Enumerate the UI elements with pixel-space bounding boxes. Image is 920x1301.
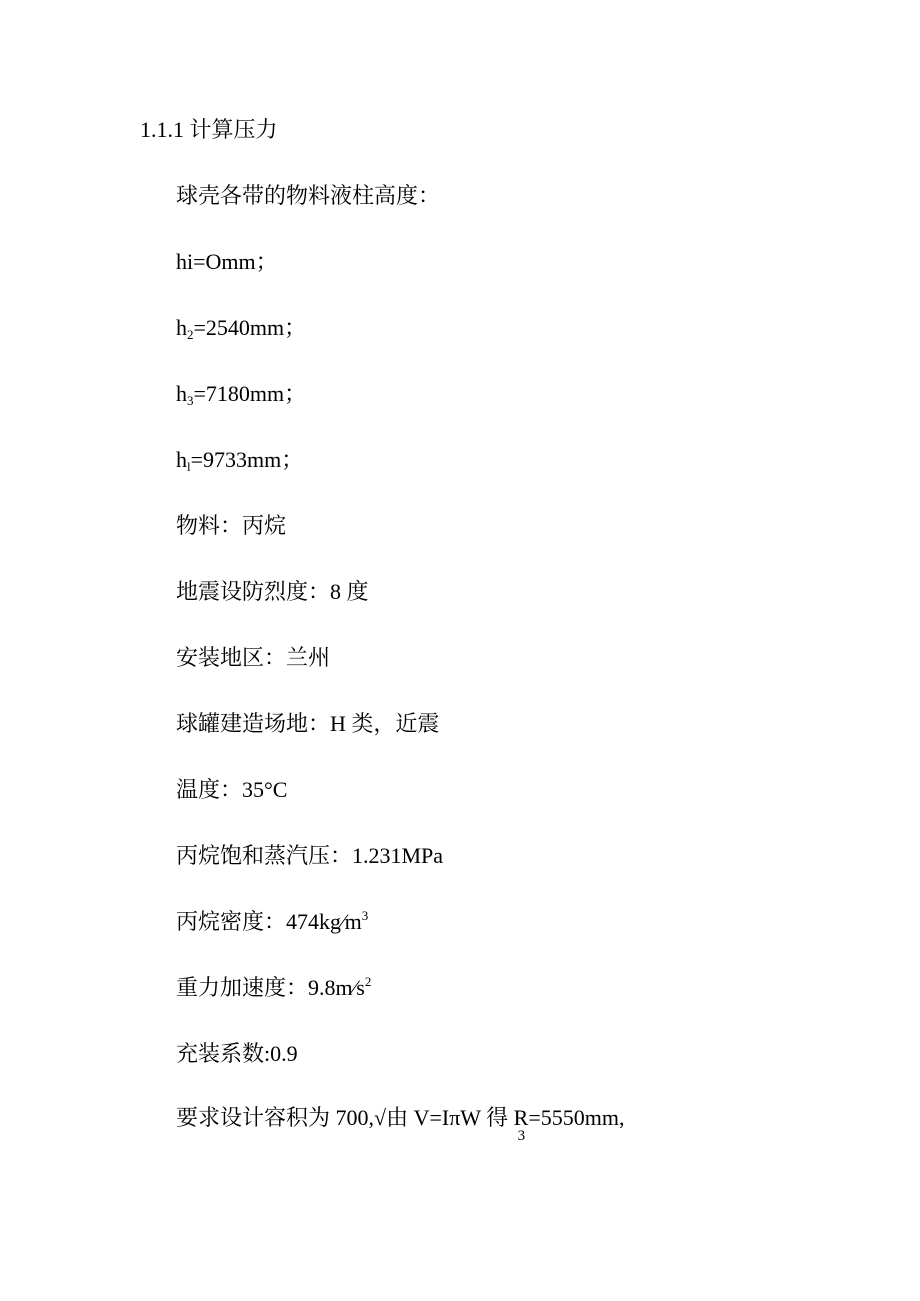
intro-line: 球壳各带的物料液柱高度： xyxy=(176,183,441,208)
h3-subscript: 3 xyxy=(187,393,194,408)
gravity-text: 重力加速度：9.8m∕s xyxy=(176,975,365,1000)
density-superscript: 3 xyxy=(361,908,369,923)
h1-line xyxy=(176,246,278,278)
volume-exponent: 3 xyxy=(517,1128,526,1144)
h2-symbol: h xyxy=(176,315,187,340)
gravity-line xyxy=(176,972,371,1004)
h2-line xyxy=(176,312,306,344)
volume-radius-group xyxy=(513,1102,625,1144)
material-line: 物料：丙烷 xyxy=(176,513,287,538)
h3-line xyxy=(176,378,306,410)
h4-symbol: h xyxy=(176,447,187,472)
site-line: 球罐建造场地：H 类，近震 xyxy=(176,711,440,736)
density-text: 丙烷密度：474kg∕m xyxy=(176,909,362,934)
volume-text-after: R=5550mm, xyxy=(513,1105,625,1130)
location-line: 安装地区：兰州 xyxy=(176,645,331,670)
density-line xyxy=(176,906,368,938)
h3-value: =7180mm； xyxy=(193,381,307,406)
temperature-line: 温度：35°C xyxy=(176,777,288,802)
h2-subscript: 2 xyxy=(187,327,194,342)
section-heading: 1.1.1 计算压力 xyxy=(140,117,278,142)
gravity-superscript: 2 xyxy=(364,974,372,989)
h4-value: =9733mm； xyxy=(190,447,304,472)
h2-value: =2540mm； xyxy=(193,315,307,340)
vapor-pressure-line: 丙烷饱和蒸汽压：1.231MPa xyxy=(176,843,444,868)
seismic-line: 地震设防烈度：8 度 xyxy=(176,579,369,604)
h4-subscript: l xyxy=(187,459,191,474)
h1-symbol: hi xyxy=(176,249,194,274)
volume-line xyxy=(176,1102,625,1144)
volume-text-before: 要求设计容积为 700,√由 V=IπW 得 xyxy=(176,1105,514,1130)
h3-symbol: h xyxy=(176,381,187,406)
fill-factor-line: 充装系数:0.9 xyxy=(176,1041,298,1066)
h1-value: =Omm； xyxy=(193,249,278,274)
h4-line xyxy=(176,444,303,476)
